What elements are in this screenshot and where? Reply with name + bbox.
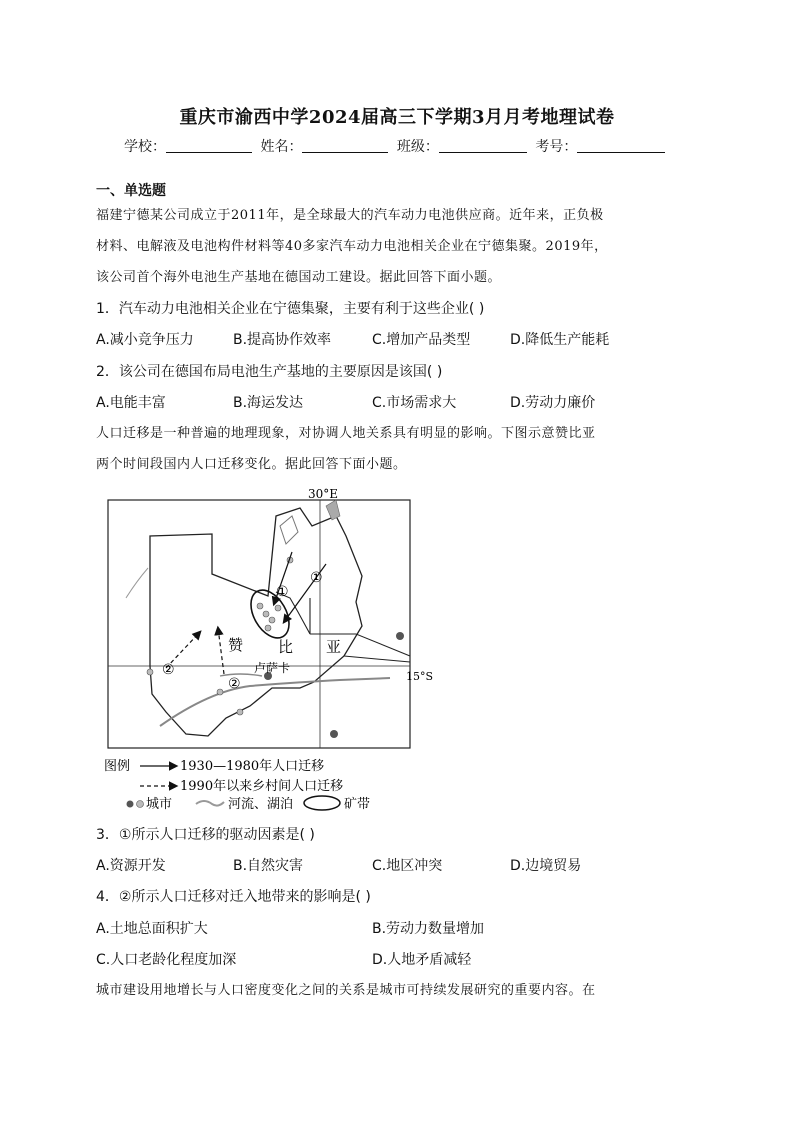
migration-label-1: ① [310, 570, 323, 586]
passage-1 [96, 200, 704, 293]
city-dot [275, 605, 281, 611]
migration-label-2: ② [228, 676, 241, 692]
lake-shape [326, 500, 340, 520]
city-dot [263, 611, 269, 617]
q3-option-c[interactable]: C.地区冲突 [372, 858, 443, 874]
q2-option-a[interactable]: A.电能丰富 [96, 395, 166, 411]
border-segment [344, 656, 410, 662]
country-label-3: 亚 [326, 638, 342, 656]
student-info-line [124, 136, 669, 156]
city-dot [269, 617, 275, 623]
q3-option-d[interactable]: D.边境贸易 [510, 858, 582, 874]
q4-option-c[interactable]: C.人口老龄化程度加深 [96, 952, 237, 968]
longitude-label: 30°E [308, 487, 339, 501]
country-label-1: 赞 [228, 636, 244, 654]
mining-belt-ellipse [243, 583, 297, 644]
q2-option-c[interactable]: C.市场需求大 [372, 395, 457, 411]
city-dot [396, 632, 404, 640]
section-heading: 一、单选题 [96, 183, 166, 199]
number-blank[interactable] [577, 138, 665, 153]
q2-option-d[interactable]: D.劳动力廉价 [510, 395, 596, 411]
passage-2-line: 人口迁移是一种普遍的地理现象，对协调人地关系具有明显的影响。下图示意赞比亚 [96, 426, 596, 441]
q1-option-a[interactable]: A.减小竞争压力 [96, 332, 194, 348]
passage-3-line: 城市建设用地增长与人口密度变化之间的关系是城市可持续发展研究的重要内容。在 [96, 983, 596, 998]
river-line [126, 568, 148, 598]
q4-option-a[interactable]: A.土地总面积扩大 [96, 921, 208, 937]
legend-city-label: 城市 [146, 797, 173, 812]
class-label: 班级： [396, 139, 439, 155]
city-dot [265, 625, 271, 631]
city-dot [330, 730, 338, 738]
question-1-stem: 1．汽车动力电池相关企业在宁德集聚，主要有利于这些企业( ) [96, 301, 485, 317]
q1-option-d[interactable]: D.降低生产能耗 [510, 332, 610, 348]
map-frame [108, 500, 410, 748]
city-dot [237, 709, 243, 715]
city-dot [257, 603, 263, 609]
passage-2 [96, 418, 704, 480]
q1-option-b[interactable]: B.提高协作效率 [233, 332, 332, 348]
legend-mine-label: 矿带 [344, 797, 371, 812]
zambia-migration-map [100, 486, 440, 816]
river-line [160, 678, 390, 726]
name-blank[interactable] [302, 138, 388, 153]
school-label: 学校： [124, 139, 166, 155]
question-3-stem: 3．①所示人口迁移的驱动因素是( ) [96, 827, 315, 843]
passage-2-line: 两个时间段国内人口迁移变化。据此回答下面小题。 [96, 457, 407, 472]
passage-1-line: 该公司首个海外电池生产基地在德国动工建设。据此回答下面小题。 [96, 270, 502, 285]
q2-option-b[interactable]: B.海运发达 [233, 395, 304, 411]
city-dot [147, 669, 153, 675]
city-dot [217, 689, 223, 695]
q4-option-d[interactable]: D.人地矛盾减轻 [372, 952, 472, 968]
q4-option-b[interactable]: B.劳动力数量增加 [372, 921, 485, 937]
q3-option-b[interactable]: B.自然灾害 [233, 858, 304, 874]
migration-label-2: ② [162, 662, 175, 678]
passage-1-line: 福建宁德某公司成立于2011年，是全球最大的汽车动力电池供应商。近年来，正负极 [96, 208, 604, 223]
question-2-stem: 2．该公司在德国布局电池生产基地的主要原因是该国( ) [96, 364, 443, 380]
migration-arrow-2 [218, 628, 224, 674]
legend-solid-label: 1930—1980年人口迁移 [180, 759, 325, 774]
q3-option-a[interactable]: A.资源开发 [96, 858, 166, 874]
question-4-stem: 4．②所示人口迁移对迁入地带来的影响是( ) [96, 889, 371, 905]
name-label: 姓名： [260, 139, 303, 155]
number-label: 考号： [535, 139, 578, 155]
lake-shape [280, 516, 298, 544]
legend-city-dot [137, 801, 144, 808]
legend-city-dot [127, 801, 134, 808]
migration-label-1: ① [276, 584, 289, 600]
country-label-2: 比 [278, 638, 294, 656]
school-blank[interactable] [166, 138, 252, 153]
legend-title: 图例 [104, 759, 131, 774]
passage-1-line: 材料、电解液及电池构件材料等40多家汽车动力电池相关企业在宁德集聚。2019年， [96, 239, 608, 254]
q1-option-c[interactable]: C.增加产品类型 [372, 332, 471, 348]
passage-3 [96, 975, 704, 1006]
city-label-lusaka: 卢萨卡 [254, 661, 291, 675]
class-blank[interactable] [439, 138, 527, 153]
legend-river-symbol [196, 801, 224, 806]
legend-river-label: 河流、湖泊 [228, 797, 294, 812]
latitude-label: 15°S [406, 670, 434, 683]
legend-dashed-label: 1990年以来乡村间人口迁移 [180, 779, 344, 794]
legend-mine-symbol [304, 796, 340, 810]
page-title: 重庆市渝西中学2024届高三下学期3月月考地理试卷 [179, 107, 615, 128]
